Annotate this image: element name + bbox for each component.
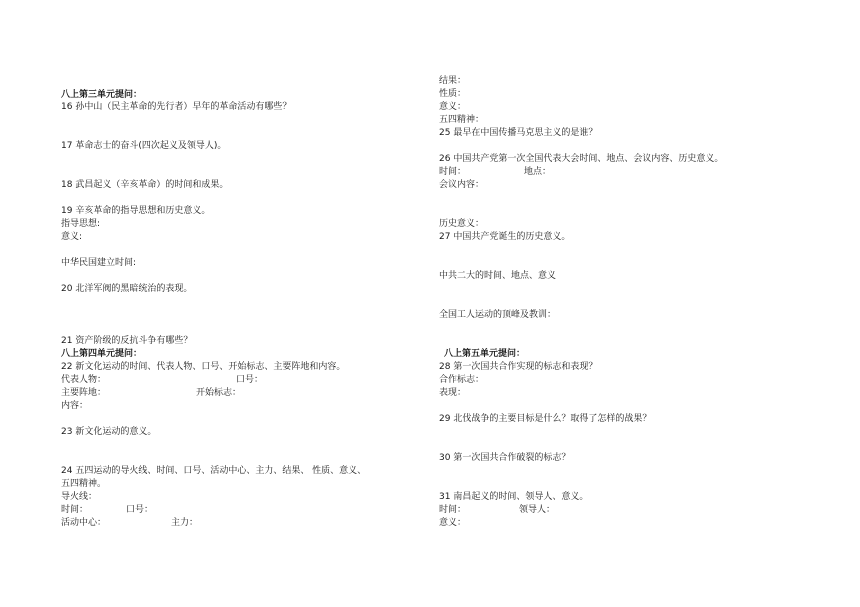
question-29: 29 北伐战争的主要目标是什么？取得了怎样的战果？ (439, 414, 652, 424)
q19-guiding-label: 指导思想: (61, 219, 101, 229)
question-28: 28 第一次国共合作实现的标志和表现？ (439, 362, 598, 372)
unit4-heading: 八上第四单元提问： (61, 349, 143, 359)
question-20: 20 北洋军阀的黑暗统治的表现。 (61, 284, 193, 294)
question-25: 25 最早在中国传播马克思主义的是谁？ (439, 128, 598, 138)
q28-sign-label: 合作标志： (439, 375, 485, 385)
q22-start-label: 开始标志： (196, 388, 242, 398)
question-31: 31 南昌起义的时间、领导人、意义。 (439, 492, 589, 502)
q31-time-label: 时间： (439, 505, 467, 515)
q26-meaning-label: 历史意义： (439, 219, 485, 229)
q22-slogan-label: 口号： (236, 375, 264, 385)
question-18: 18 武昌起义（辛亥革命）的时间和成果。 (61, 180, 229, 190)
question-23: 23 新文化运动的意义。 (61, 427, 157, 437)
q19-meaning-label: 意义: (61, 232, 83, 242)
q26-content-label: 会议内容： (439, 180, 485, 190)
q31-leader-label: 领导人： (519, 505, 556, 515)
q24-spirit-line: 五四精神。 (61, 479, 107, 489)
meaning-label: 意义： (439, 102, 467, 112)
q24-slogan-label: 口号： (126, 505, 154, 515)
question-27: 27 中国共产党诞生的历史意义。 (439, 232, 571, 242)
unit3-heading: 八上第三单元提问： (61, 90, 143, 100)
question-26: 26 中国共产党第一次全国代表大会时间、地点、会议内容、历史意义。 (439, 154, 724, 164)
question-30: 30 第一次国共合作破裂的标志？ (439, 453, 571, 463)
second-congress-line: 中共二大的时间、地点、意义 (439, 271, 557, 281)
q24-time-label: 时间： (61, 505, 89, 515)
question-24: 24 五四运动的导火线、时间、口号、活动中心、主力、结果、 性质、意义、 (61, 466, 367, 476)
nature-label: 性质： (439, 89, 467, 99)
q24-main-force-label: 主力： (171, 518, 199, 528)
q22-figures-label: 代表人物： (61, 375, 107, 385)
q22-content-label: 内容： (61, 401, 89, 411)
question-21: 21 资产阶级的反抗斗争有哪些？ (61, 336, 193, 346)
q26-place-label: 地点： (524, 167, 552, 177)
question-16: 16 孙中山（民主革命的先行者）早年的革命活动有哪些？ (61, 102, 292, 112)
may4-spirit-label: 五四精神： (439, 115, 485, 125)
result-label: 结果： (439, 76, 467, 86)
q24-center-label: 活动中心： (61, 518, 107, 528)
q24-trigger-label: 导火线： (61, 492, 98, 502)
q26-time-label: 时间： (439, 167, 467, 177)
roc-founding-label: 中华民国建立时间: (61, 258, 137, 268)
labor-movement-line: 全国工人运动的顶峰及教训： (439, 310, 557, 320)
unit5-heading: 八上第五单元提问： (444, 349, 526, 359)
question-19: 19 辛亥革命的指导思想和历史意义。 (61, 206, 211, 216)
q28-performance-label: 表现： (439, 388, 467, 398)
question-22: 22 新文化运动的时间、代表人物、口号、开始标志、主要阵地和内容。 (61, 362, 346, 372)
question-17: 17 革命志士的奋斗(四次起义及领导人)。 (61, 141, 227, 151)
q22-position-label: 主要阵地： (61, 388, 107, 398)
q31-meaning-label: 意义： (439, 518, 467, 528)
